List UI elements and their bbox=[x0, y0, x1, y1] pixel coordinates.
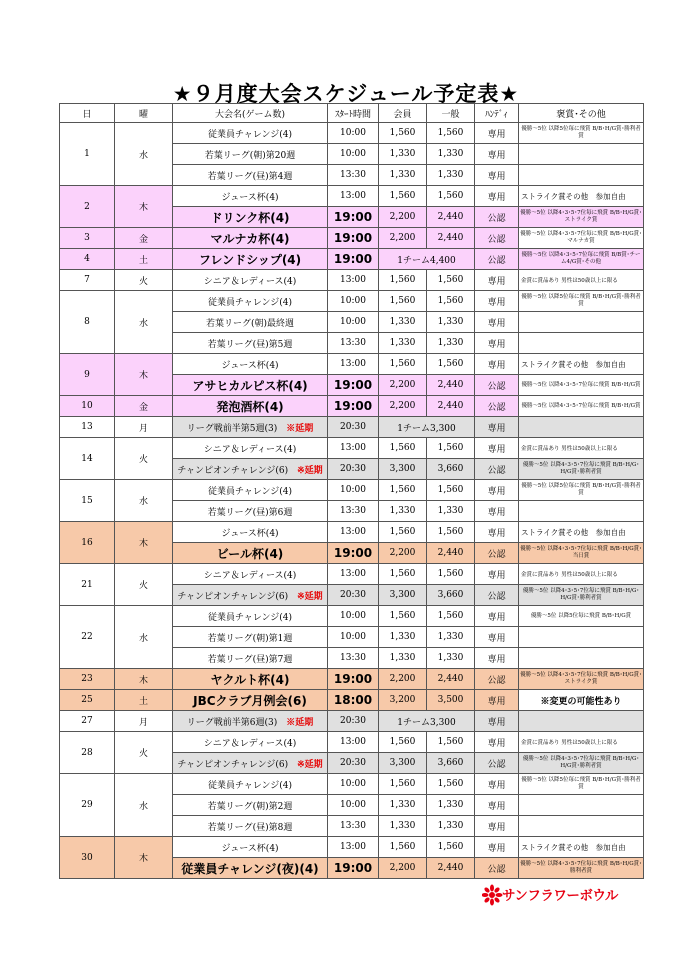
table-row bbox=[60, 438, 644, 459]
event-name: 従業員チャレンジ(4) bbox=[173, 123, 328, 144]
general-fee: 1,560 bbox=[427, 522, 475, 543]
prize-note: 優勝～5位 以降5位毎に飛賞 B/B･H/G賞･勝利者賞 bbox=[519, 480, 644, 501]
handicap: 専用 bbox=[475, 144, 519, 165]
start-time: 10:00 bbox=[328, 606, 379, 627]
prize-note: ストライク賞その他 参加自由 bbox=[519, 186, 644, 207]
general-fee: 1,330 bbox=[427, 627, 475, 648]
dow-cell: 木 bbox=[115, 669, 173, 690]
event-name: ジュース杯(4) bbox=[173, 186, 328, 207]
member-fee: 1,330 bbox=[379, 627, 427, 648]
member-fee: 1,560 bbox=[379, 186, 427, 207]
table-row bbox=[60, 249, 644, 270]
event-name: ヤクルト杯(4) bbox=[173, 669, 328, 690]
handicap: 専用 bbox=[475, 816, 519, 837]
prize-note bbox=[519, 144, 644, 165]
table-row bbox=[60, 732, 644, 753]
general-fee: 1,330 bbox=[427, 501, 475, 522]
start-time: 19:00 bbox=[328, 228, 379, 249]
prize-note: 優勝～5位 以降4･3･5･7位毎に飛賞 B/B･H/G賞･マルナカ賞 bbox=[519, 228, 644, 249]
start-time: 10:00 bbox=[328, 312, 379, 333]
member-fee: 3,200 bbox=[379, 690, 427, 711]
prize-note: ストライク賞その他 参加自由 bbox=[519, 354, 644, 375]
schedule-table bbox=[59, 103, 644, 879]
day-cell: 1 bbox=[60, 123, 115, 186]
member-fee: 1,330 bbox=[379, 648, 427, 669]
day-cell: 22 bbox=[60, 606, 115, 669]
member-fee: 1,560 bbox=[379, 480, 427, 501]
general-fee: 2,440 bbox=[427, 207, 475, 228]
table-row bbox=[60, 228, 644, 249]
header-general: 一般 bbox=[427, 104, 475, 123]
start-time: 19:00 bbox=[328, 207, 379, 228]
general-fee: 1,560 bbox=[427, 774, 475, 795]
prize-note bbox=[519, 795, 644, 816]
start-time: 13:30 bbox=[328, 333, 379, 354]
table-row bbox=[60, 837, 644, 858]
event-name: 若葉リーグ(昼)第8週 bbox=[173, 816, 328, 837]
general-fee: 1,330 bbox=[427, 165, 475, 186]
start-time: 13:30 bbox=[328, 165, 379, 186]
general-fee: 1,330 bbox=[427, 333, 475, 354]
dow-cell: 土 bbox=[115, 690, 173, 711]
prize-note: 優勝～5位 以降5位毎に飛賞 B/B･H/G賞 bbox=[519, 606, 644, 627]
member-fee: 1,330 bbox=[379, 165, 427, 186]
postponed-label: ※延期 bbox=[297, 591, 323, 602]
event-name: 若葉リーグ(昼)第4週 bbox=[173, 165, 328, 186]
dow-cell: 水 bbox=[115, 606, 173, 669]
handicap: 専用 bbox=[475, 837, 519, 858]
team-fee: 1チーム3,300 bbox=[379, 711, 475, 732]
day-cell: 29 bbox=[60, 774, 115, 837]
postponed-label: ※延期 bbox=[286, 717, 314, 728]
handicap: 専用 bbox=[475, 606, 519, 627]
day-cell: 21 bbox=[60, 564, 115, 606]
event-name: リーグ戦前半第6週(3) ※延期 bbox=[173, 711, 328, 732]
start-time: 13:00 bbox=[328, 186, 379, 207]
start-time: 10:00 bbox=[328, 774, 379, 795]
event-name: 若葉リーグ(朝)第20週 bbox=[173, 144, 328, 165]
event-name: 若葉リーグ(昼)第5週 bbox=[173, 333, 328, 354]
handicap: 専用 bbox=[475, 564, 519, 585]
dow-cell: 土 bbox=[115, 249, 173, 270]
team-fee: 1チーム4,400 bbox=[379, 249, 475, 270]
member-fee: 1,560 bbox=[379, 564, 427, 585]
day-cell: 25 bbox=[60, 690, 115, 711]
start-time: 13:00 bbox=[328, 732, 379, 753]
handicap: 専用 bbox=[475, 333, 519, 354]
start-time: 20:30 bbox=[328, 585, 379, 606]
member-fee: 2,200 bbox=[379, 396, 427, 417]
prize-note: 優勝～5位 以降4･3･5･7位毎に飛賞 B/B･H/G･H/G賞･勝利者賞 bbox=[519, 585, 644, 606]
dow-cell: 水 bbox=[115, 291, 173, 354]
handicap: 専用 bbox=[475, 165, 519, 186]
dow-cell: 月 bbox=[115, 711, 173, 732]
prize-note: ストライク賞その他 参加自由 bbox=[519, 837, 644, 858]
event-name: チャンピオンチャレンジ(6) ※延期 bbox=[173, 753, 328, 774]
start-time: 10:00 bbox=[328, 627, 379, 648]
event-name: シニア＆レディース(4) bbox=[173, 564, 328, 585]
general-fee: 1,560 bbox=[427, 354, 475, 375]
member-fee: 3,300 bbox=[379, 459, 427, 480]
event-name: フレンドシップ(4) bbox=[173, 249, 328, 270]
general-fee: 1,560 bbox=[427, 480, 475, 501]
table-row bbox=[60, 711, 644, 732]
table-row bbox=[60, 270, 644, 291]
handicap: 専用 bbox=[475, 312, 519, 333]
event-name: ドリンク杯(4) bbox=[173, 207, 328, 228]
handicap: 公認 bbox=[475, 585, 519, 606]
handicap: 公認 bbox=[475, 543, 519, 564]
member-fee: 1,560 bbox=[379, 270, 427, 291]
handicap: 専用 bbox=[475, 774, 519, 795]
handicap: 公認 bbox=[475, 669, 519, 690]
start-time: 10:00 bbox=[328, 480, 379, 501]
start-time: 13:00 bbox=[328, 522, 379, 543]
postponed-label: ※延期 bbox=[297, 465, 323, 476]
event-name: 従業員チャレンジ(夜)(4) bbox=[173, 858, 328, 879]
day-cell: 14 bbox=[60, 438, 115, 480]
start-time: 20:30 bbox=[328, 711, 379, 732]
prize-note bbox=[519, 417, 644, 438]
event-name: アサヒカルピス杯(4) bbox=[173, 375, 328, 396]
event-name: ジュース杯(4) bbox=[173, 354, 328, 375]
prize-note: 優勝～5位 以降4･3･5･7位毎に飛賞 B/B･H/G賞 bbox=[519, 396, 644, 417]
prize-note bbox=[519, 648, 644, 669]
handicap: 専用 bbox=[475, 480, 519, 501]
general-fee: 2,440 bbox=[427, 375, 475, 396]
event-name: 従業員チャレンジ(4) bbox=[173, 774, 328, 795]
table-row bbox=[60, 123, 644, 144]
member-fee: 3,300 bbox=[379, 585, 427, 606]
handicap: 専用 bbox=[475, 795, 519, 816]
prize-note: 金賞に賞品あり 男性は50歳以上に限る bbox=[519, 564, 644, 585]
general-fee: 2,440 bbox=[427, 396, 475, 417]
start-time: 20:30 bbox=[328, 459, 379, 480]
prize-note: 優勝～5位 以降4･3･5･7位毎に飛賞 B/B･H/G賞･当日賞 bbox=[519, 543, 644, 564]
prize-note bbox=[519, 816, 644, 837]
event-name: 従業員チャレンジ(4) bbox=[173, 606, 328, 627]
prize-note: 優勝～5位 以降4･3･5･7位毎に飛賞 B/B･H/G賞･勝利者賞 bbox=[519, 858, 644, 879]
general-fee: 1,560 bbox=[427, 564, 475, 585]
event-name: 若葉リーグ(昼)第7週 bbox=[173, 648, 328, 669]
member-fee: 1,330 bbox=[379, 312, 427, 333]
page-title: ★９月度大会スケジュール予定表★ bbox=[172, 82, 520, 106]
table-row bbox=[60, 522, 644, 543]
logo-text: サンフラワーボウル bbox=[502, 888, 618, 904]
general-fee: 1,330 bbox=[427, 795, 475, 816]
header-member: 会員 bbox=[379, 104, 427, 123]
member-fee: 2,200 bbox=[379, 858, 427, 879]
day-cell: 27 bbox=[60, 711, 115, 732]
table-row bbox=[60, 564, 644, 585]
event-name: ジュース杯(4) bbox=[173, 522, 328, 543]
table-row bbox=[60, 480, 644, 501]
dow-cell: 金 bbox=[115, 396, 173, 417]
general-fee: 1,560 bbox=[427, 438, 475, 459]
member-fee: 1,330 bbox=[379, 795, 427, 816]
day-cell: 9 bbox=[60, 354, 115, 396]
table-row bbox=[60, 354, 644, 375]
prize-note bbox=[519, 333, 644, 354]
day-cell: 7 bbox=[60, 270, 115, 291]
member-fee: 1,560 bbox=[379, 123, 427, 144]
general-fee: 1,330 bbox=[427, 816, 475, 837]
general-fee: 1,330 bbox=[427, 144, 475, 165]
prize-note: 優勝～5位 以降4･3･5･7位毎に飛賞 B/B･H/G賞･ストライク賞 bbox=[519, 669, 644, 690]
general-fee: 1,560 bbox=[427, 291, 475, 312]
handicap: 専用 bbox=[475, 627, 519, 648]
member-fee: 1,560 bbox=[379, 774, 427, 795]
member-fee: 1,560 bbox=[379, 354, 427, 375]
prize-note bbox=[519, 165, 644, 186]
day-cell: 13 bbox=[60, 417, 115, 438]
general-fee: 1,560 bbox=[427, 270, 475, 291]
prize-note bbox=[519, 711, 644, 732]
header-day: 日 bbox=[60, 104, 115, 123]
header-row bbox=[60, 104, 644, 123]
handicap: 専用 bbox=[475, 522, 519, 543]
event-name: シニア＆レディース(4) bbox=[173, 438, 328, 459]
header-prize: 褒賞･その他 bbox=[519, 104, 644, 123]
general-fee: 1,560 bbox=[427, 837, 475, 858]
start-time: 13:30 bbox=[328, 501, 379, 522]
start-time: 19:00 bbox=[328, 375, 379, 396]
member-fee: 1,330 bbox=[379, 816, 427, 837]
general-fee: 1,330 bbox=[427, 312, 475, 333]
day-cell: 15 bbox=[60, 480, 115, 522]
header-dow: 曜 bbox=[115, 104, 173, 123]
event-name: シニア＆レディース(4) bbox=[173, 270, 328, 291]
prize-note bbox=[519, 501, 644, 522]
day-cell: 23 bbox=[60, 669, 115, 690]
dow-cell: 水 bbox=[115, 480, 173, 522]
handicap: 専用 bbox=[475, 648, 519, 669]
table-row bbox=[60, 606, 644, 627]
start-time: 13:30 bbox=[328, 816, 379, 837]
dow-cell: 月 bbox=[115, 417, 173, 438]
event-name: 発泡酒杯(4) bbox=[173, 396, 328, 417]
general-fee: 2,440 bbox=[427, 669, 475, 690]
start-time: 13:00 bbox=[328, 354, 379, 375]
member-fee: 1,330 bbox=[379, 501, 427, 522]
member-fee: 2,200 bbox=[379, 543, 427, 564]
start-time: 20:30 bbox=[328, 753, 379, 774]
handicap: 専用 bbox=[475, 711, 519, 732]
general-fee: 1,560 bbox=[427, 606, 475, 627]
member-fee: 1,560 bbox=[379, 732, 427, 753]
handicap: 専用 bbox=[475, 186, 519, 207]
member-fee: 1,330 bbox=[379, 333, 427, 354]
general-fee: 1,560 bbox=[427, 732, 475, 753]
prize-note: 優勝～5位 以降5位毎に飛賞 B/B･H/G賞･勝利者賞 bbox=[519, 774, 644, 795]
table-row bbox=[60, 669, 644, 690]
general-fee: 2,440 bbox=[427, 543, 475, 564]
event-name: リーグ戦前半第5週(3) ※延期 bbox=[173, 417, 328, 438]
prize-note bbox=[519, 627, 644, 648]
event-name: チャンピオンチャレンジ(6) ※延期 bbox=[173, 585, 328, 606]
handicap: 専用 bbox=[475, 270, 519, 291]
member-fee: 1,560 bbox=[379, 291, 427, 312]
prize-note: 優勝～5位 以降4･3･5･7位毎に飛賞 B/B･H/G･H/G賞･勝利者賞 bbox=[519, 753, 644, 774]
day-cell: 4 bbox=[60, 249, 115, 270]
day-cell: 16 bbox=[60, 522, 115, 564]
dow-cell: 火 bbox=[115, 438, 173, 480]
table-row bbox=[60, 186, 644, 207]
general-fee: 2,440 bbox=[427, 228, 475, 249]
team-fee: 1チーム3,300 bbox=[379, 417, 475, 438]
event-name: JBCクラブ月例会(6) bbox=[173, 690, 328, 711]
event-name: 従業員チャレンジ(4) bbox=[173, 480, 328, 501]
prize-note: ストライク賞その他 参加自由 bbox=[519, 522, 644, 543]
member-fee: 1,560 bbox=[379, 438, 427, 459]
handicap: 公認 bbox=[475, 459, 519, 480]
start-time: 10:00 bbox=[328, 291, 379, 312]
prize-note: ※変更の可能性あり bbox=[519, 690, 644, 711]
day-cell: 2 bbox=[60, 186, 115, 228]
handicap: 専用 bbox=[475, 291, 519, 312]
postponed-label: ※延期 bbox=[286, 423, 314, 434]
start-time: 10:00 bbox=[328, 123, 379, 144]
start-time: 13:00 bbox=[328, 438, 379, 459]
member-fee: 2,200 bbox=[379, 669, 427, 690]
dow-cell: 木 bbox=[115, 522, 173, 564]
dow-cell: 木 bbox=[115, 354, 173, 396]
event-name: マルナカ杯(4) bbox=[173, 228, 328, 249]
handicap: 専用 bbox=[475, 501, 519, 522]
event-name: シニア＆レディース(4) bbox=[173, 732, 328, 753]
start-time: 10:00 bbox=[328, 795, 379, 816]
prize-note bbox=[519, 312, 644, 333]
prize-note: 金賞に賞品あり 男性は50歳以上に限る bbox=[519, 270, 644, 291]
day-cell: 30 bbox=[60, 837, 115, 879]
start-time: 19:00 bbox=[328, 396, 379, 417]
member-fee: 3,300 bbox=[379, 753, 427, 774]
start-time: 13:00 bbox=[328, 270, 379, 291]
prize-note: 優勝～5位 以降4･3･5･7位毎に飛賞 B/B･H/G･H/G賞･勝利者賞 bbox=[519, 459, 644, 480]
start-time: 13:30 bbox=[328, 648, 379, 669]
member-fee: 2,200 bbox=[379, 207, 427, 228]
general-fee: 1,560 bbox=[427, 123, 475, 144]
event-name: ビール杯(4) bbox=[173, 543, 328, 564]
general-fee: 3,660 bbox=[427, 753, 475, 774]
dow-cell: 火 bbox=[115, 732, 173, 774]
member-fee: 1,560 bbox=[379, 606, 427, 627]
start-time: 19:00 bbox=[328, 249, 379, 270]
table-row bbox=[60, 417, 644, 438]
handicap: 公認 bbox=[475, 375, 519, 396]
start-time: 13:00 bbox=[328, 837, 379, 858]
dow-cell: 金 bbox=[115, 228, 173, 249]
table-row bbox=[60, 690, 644, 711]
table-row bbox=[60, 774, 644, 795]
member-fee: 1,560 bbox=[379, 837, 427, 858]
event-name: 若葉リーグ(朝)最終週 bbox=[173, 312, 328, 333]
dow-cell: 木 bbox=[115, 186, 173, 228]
event-name: 従業員チャレンジ(4) bbox=[173, 291, 328, 312]
event-name: 若葉リーグ(朝)第2週 bbox=[173, 795, 328, 816]
member-fee: 1,330 bbox=[379, 144, 427, 165]
handicap: 公認 bbox=[475, 753, 519, 774]
general-fee: 3,660 bbox=[427, 585, 475, 606]
handicap: 公認 bbox=[475, 249, 519, 270]
handicap: 専用 bbox=[475, 690, 519, 711]
prize-note: 金賞に賞品あり 男性は50歳以上に限る bbox=[519, 732, 644, 753]
prize-note: 優勝～5位 以降4･3･5･7位毎に飛賞 B/B･H/G賞･ストライク賞 bbox=[519, 207, 644, 228]
start-time: 19:00 bbox=[328, 858, 379, 879]
handicap: 専用 bbox=[475, 354, 519, 375]
table-row bbox=[60, 396, 644, 417]
day-cell: 10 bbox=[60, 396, 115, 417]
start-time: 19:00 bbox=[328, 669, 379, 690]
member-fee: 1,560 bbox=[379, 522, 427, 543]
dow-cell: 火 bbox=[115, 564, 173, 606]
general-fee: 3,500 bbox=[427, 690, 475, 711]
prize-note: 優勝～5位 以降5位毎に飛賞 B/B･H/G賞･勝利者賞 bbox=[519, 291, 644, 312]
postponed-label: ※延期 bbox=[297, 759, 323, 770]
handicap: 専用 bbox=[475, 438, 519, 459]
general-fee: 1,330 bbox=[427, 648, 475, 669]
day-cell: 28 bbox=[60, 732, 115, 774]
handicap: 専用 bbox=[475, 732, 519, 753]
event-name: 若葉リーグ(朝)第1週 bbox=[173, 627, 328, 648]
handicap: 専用 bbox=[475, 417, 519, 438]
dow-cell: 水 bbox=[115, 123, 173, 186]
header-time: ｽﾀｰﾄ時間 bbox=[328, 104, 379, 123]
handicap: 公認 bbox=[475, 396, 519, 417]
handicap: 公認 bbox=[475, 228, 519, 249]
general-fee: 3,660 bbox=[427, 459, 475, 480]
member-fee: 2,200 bbox=[379, 228, 427, 249]
general-fee: 2,440 bbox=[427, 858, 475, 879]
header-handi: ﾊﾝﾃﾞｨ bbox=[475, 104, 519, 123]
start-time: 18:00 bbox=[328, 690, 379, 711]
general-fee: 1,560 bbox=[427, 186, 475, 207]
event-name: 若葉リーグ(昼)第6週 bbox=[173, 501, 328, 522]
start-time: 20:30 bbox=[328, 417, 379, 438]
dow-cell: 木 bbox=[115, 837, 173, 879]
handicap: 公認 bbox=[475, 858, 519, 879]
start-time: 13:00 bbox=[328, 564, 379, 585]
member-fee: 2,200 bbox=[379, 375, 427, 396]
event-name: チャンピオンチャレンジ(6) ※延期 bbox=[173, 459, 328, 480]
day-cell: 8 bbox=[60, 291, 115, 354]
start-time: 10:00 bbox=[328, 144, 379, 165]
prize-note: 優勝～5位 以降4･3･5･7位毎に飛賞 B/B賞･チーム4/G賞･その他 bbox=[519, 249, 644, 270]
prize-note: 金賞に賞品あり 男性は50歳以上に限る bbox=[519, 438, 644, 459]
event-name: ジュース杯(4) bbox=[173, 837, 328, 858]
prize-note: 優勝～5位 以降5位毎に飛賞 B/B･H/G賞･勝利者賞 bbox=[519, 123, 644, 144]
dow-cell: 水 bbox=[115, 774, 173, 837]
prize-note: 優勝～5位 以降4･3･5･7位毎に飛賞 B/B･H/G賞 bbox=[519, 375, 644, 396]
handicap: 公認 bbox=[475, 207, 519, 228]
dow-cell: 火 bbox=[115, 270, 173, 291]
day-cell: 3 bbox=[60, 228, 115, 249]
start-time: 19:00 bbox=[328, 543, 379, 564]
handicap: 専用 bbox=[475, 123, 519, 144]
header-name: 大会名(ゲーム数) bbox=[173, 104, 328, 123]
table-row bbox=[60, 291, 644, 312]
